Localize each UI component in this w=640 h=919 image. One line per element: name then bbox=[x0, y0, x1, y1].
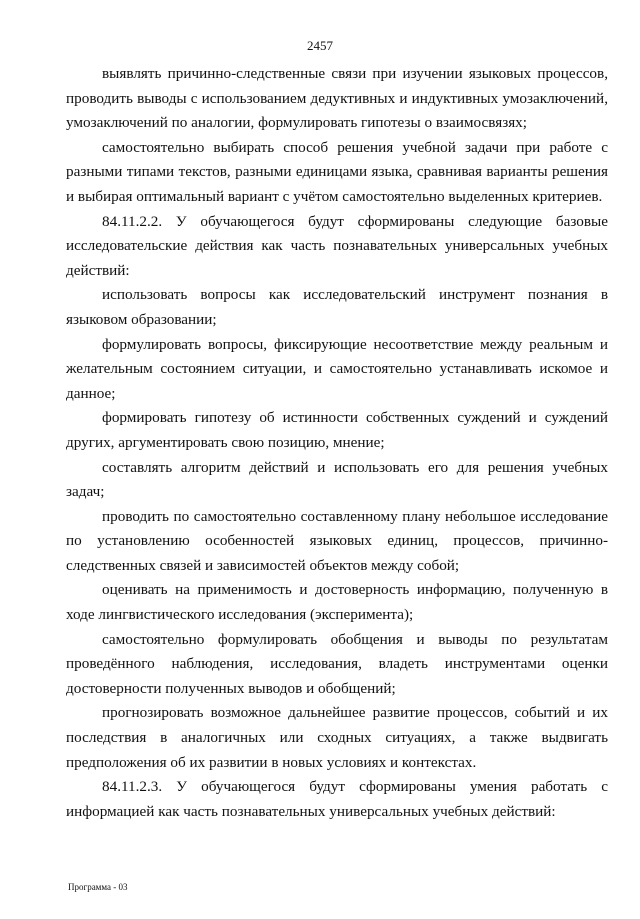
section-paragraph: 84.11.2.2. У обучающегося будут сформированы следующие базовые исследовательские действия как часть познавательных универсальных учебных действий: bbox=[66, 212, 608, 279]
section-paragraph: 84.11.2.3. У обучающегося будут сформированы умения работать с информацией как часть познавательных универсальных учебных действий: bbox=[66, 778, 608, 820]
document-body bbox=[66, 62, 608, 824]
paragraph: формулировать вопросы, фиксирующие несоответствие между реальным и желательным состоянием ситуации, и самостоятельно устанавливать искомое и данное; bbox=[66, 335, 608, 402]
paragraph: оценивать на применимость и достоверность информацию, полученную в ходе лингвистического исследования (эксперимента); bbox=[66, 581, 608, 624]
paragraph: прогнозировать возможное дальнейшее развитие процессов, событий и их последствия в аналогичных или сходных ситуациях, а также выдвигать предположения об их развитии в новых условиях и контекстах. bbox=[66, 704, 608, 771]
footer-label: Программа - 03 bbox=[68, 882, 128, 892]
paragraph: использовать вопросы как исследовательский инструмент познания в языковом образовании; bbox=[66, 286, 608, 328]
paragraph: самостоятельно формулировать обобщения и выводы по результатам проведённого наблюдения, исследования, владеть инструментами оценки достоверности полученных выводов и обобщений; bbox=[66, 630, 608, 697]
page-number: 2457 bbox=[307, 38, 333, 53]
paragraph: самостоятельно выбирать способ решения учебной задачи при работе с разными типами текстов, разными единицами языка, сравнивая варианты решения и выбирая оптимальный вариант с учётом самостоятельно выделенных критериев. bbox=[66, 138, 608, 205]
paragraph: выявлять причинно-следственные связи при изучении языковых процессов, проводить выводы с использованием дедуктивных и индуктивных умозаключений, умозаключений по аналогии, формулировать гипотезы о взаимосвязях; bbox=[66, 65, 608, 132]
paragraph: формировать гипотезу об истинности собственных суждений и суждений других, аргументировать свою позицию, мнение; bbox=[66, 409, 608, 451]
paragraph: составлять алгоритм действий и использовать его для решения учебных задач; bbox=[66, 458, 608, 501]
paragraph: проводить по самостоятельно составленному плану небольшое исследование по установлению особенностей языковых единиц, процессов, причинно-следственных связей и зависимостей объектов между собой; bbox=[66, 507, 608, 574]
